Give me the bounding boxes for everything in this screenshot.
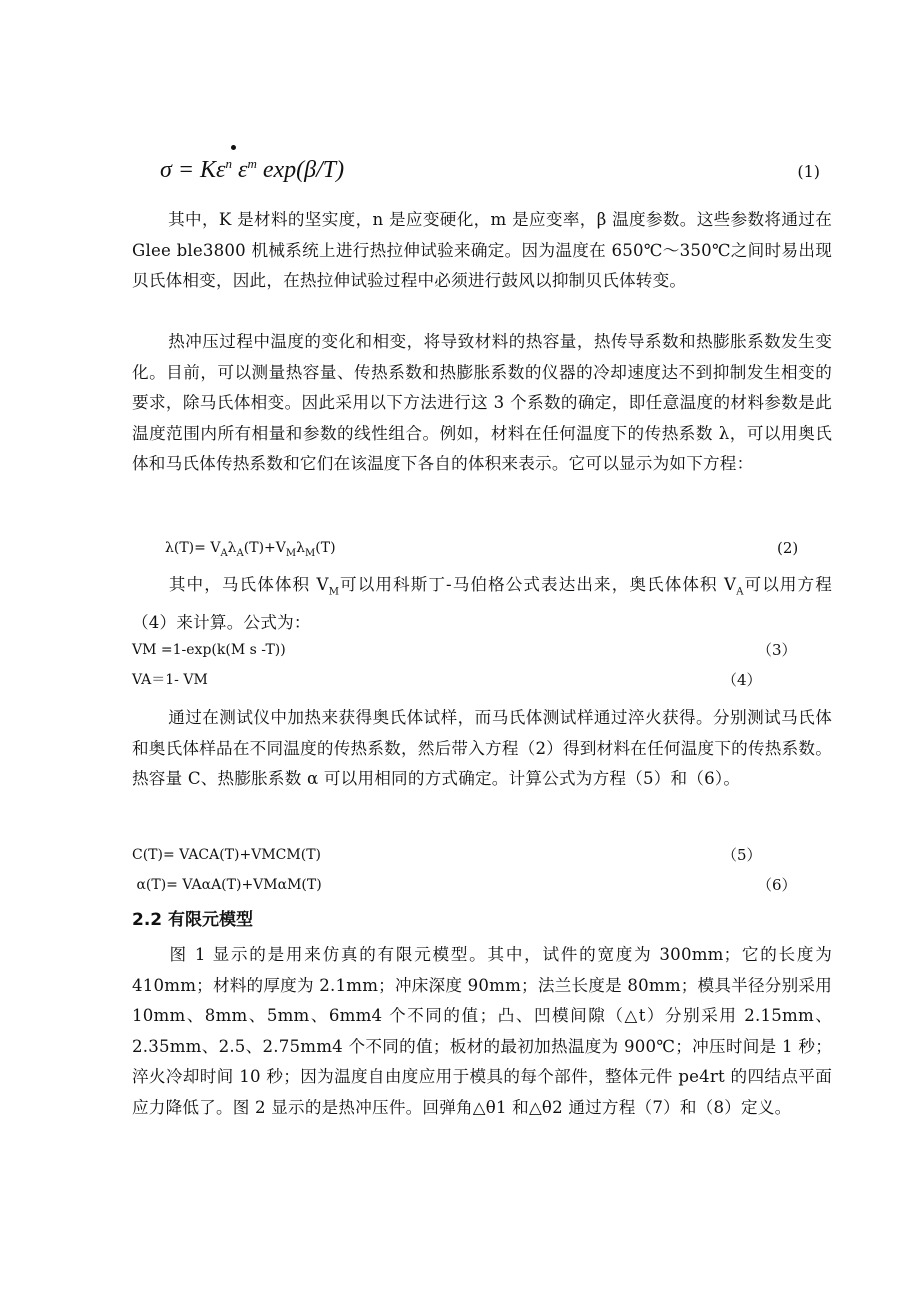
equation-5 (132, 843, 832, 867)
equation-6 (132, 873, 832, 897)
equation-4 (132, 668, 832, 692)
equation-4-text: VA＝1- VM (132, 672, 208, 688)
flow-stress-formula: $\sigma = K\varepsilon^n$ $\varepsilon^m$ exp(β/T) (160, 156, 345, 183)
paragraph-parameters: 其中，K 是材料的坚实度，n 是应变硬化，m 是应变率，β 温度参数。这些参数将通过在 Glee ble3800 机械系统上进行热拉伸试验来确定。因为温度在 650℃～350℃之间时易出现贝氏体相变，因此，在热拉伸试验过程中必须进行鼓风以抑制贝氏体转变。 (132, 210, 832, 290)
paragraph-fem-model: 图 1 显示的是用来仿真的有限元模型。其中，试件的宽度为 300mm；它的长度为 410mm；材料的厚度为 2.1mm；冲床深度 90mm；法兰长度是 80mm；模具半径分别采用 10mm、8mm、5mm、6mm4 个不同的值；凸、凹模间隙（△t）分别采用 2.15mm、2.35mm、2.5、2.75mm4 个不同的值；板材的最初加热温度为 900℃；冲压时间是 1 秒；淬火冷却时间 10 秒；因为温度自由度应用于模具的每个部件，整体元件 pe4rt 的四结点平面应力降低了。图 2 显示的是热冲压件。回弹角△θ1 和△θ2 通过方程（7）和（8）定义。 (132, 945, 832, 1117)
equation-2-number: (2) (777, 539, 799, 557)
equation-5-text: C(T)= VACA(T)+VMCM(T) (132, 847, 321, 863)
equation-1-number: (1) (797, 162, 820, 181)
equation-2-text: $\lambda(T)= V_A\lambda_A(T)+V_M\lambda_M(T)$ (165, 540, 336, 559)
paragraph-volume: 其中，马氏体体积 $V_M$可以用科斯丁-马伯格公式表达出来，奥氏体体积 $V_A$可以用方程（4）来计算。公式为： (132, 575, 832, 632)
section-heading: 2.2 有限元模型 (132, 910, 254, 930)
equation-4-number: （4） (722, 671, 762, 689)
equation-5-number: （5） (722, 846, 762, 864)
strain-rate-dot (231, 145, 236, 150)
equation-6-number: （6） (757, 876, 797, 894)
equation-3-number: （3） (757, 641, 797, 659)
paragraph-phase-change: 热冲压过程中温度的变化和相变，将导致材料的热容量，热传导系数和热膨胀系数发生变化。目前，可以测量热容量、传热系数和热膨胀系数的仪器的冷却速度达不到抑制发生相变的要求，除马氏体相变。因此采用以下方法进行这 3 个系数的确定，即任意温度的材料参数是此温度范围内所有相量和参数的线性组合。例如，材料在任何温度下的传热系数 λ，可以用奥氏体和马氏体传热系数和它们在该温度下各自的体积来表示。它可以显示为如下方程： (132, 332, 832, 473)
equation-6-text: α(T)= VAαA(T)+VMαM(T) (132, 877, 322, 893)
equation-3 (132, 638, 832, 662)
equation-3-text: VM =1-exp(k(M s -T)) (132, 642, 286, 658)
equation-1 (160, 152, 820, 196)
paragraph-measurement: 通过在测试仪中加热来获得奥氏体试样，而马氏体测试样通过淬火获得。分别测试马氏体和奥氏体样品在不同温度的传热系数，然后带入方程（2）得到材料在任何温度下的传热系数。热容量 C、热膨胀系数 α 可以用相同的方式确定。计算公式为方程（5）和（6）。 (132, 708, 832, 788)
equation-2 (165, 536, 865, 560)
